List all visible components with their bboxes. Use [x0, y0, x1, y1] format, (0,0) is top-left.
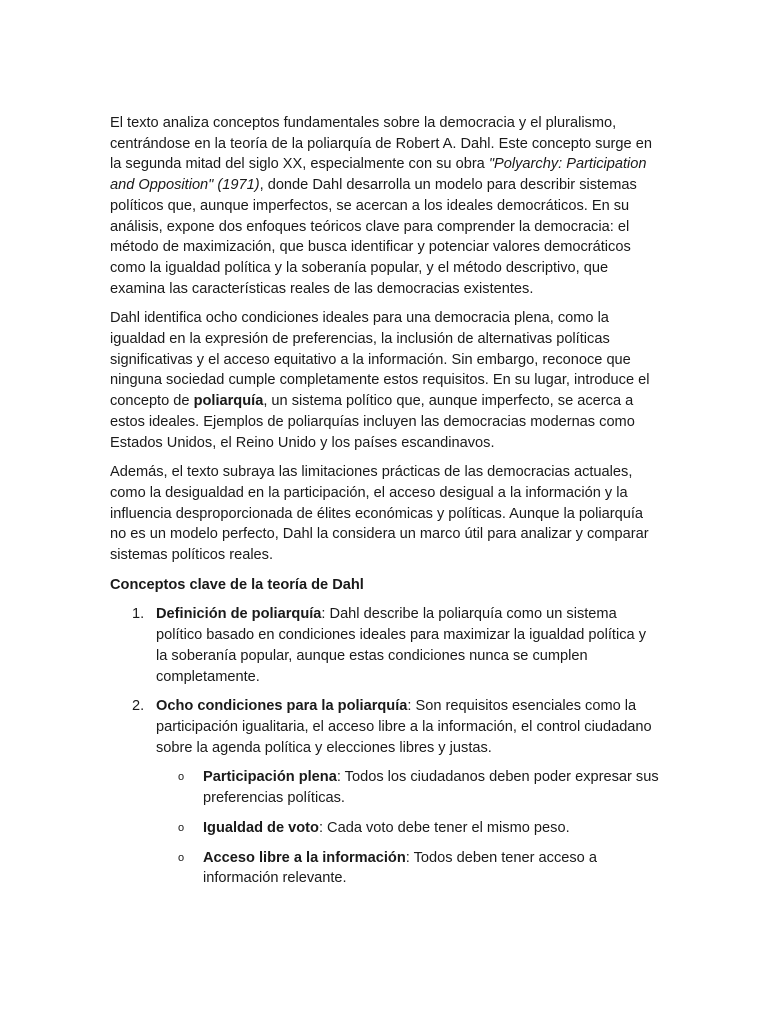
- list-item-text: : Son requisitos esenciales como la participación igualitaria, el acceso libre a la información, el control ciudadano sobre la agenda política y elecciones libres y justas.: [156, 698, 652, 756]
- sub-item-text: : Todos los ciudadanos deben poder expresar sus preferencias políticas.: [203, 769, 659, 807]
- paragraph-limitations: Además, el texto subraya las limitaciones prácticas de las democracias actuales, como la desigualdad en la participación, el acceso desigual a la información y la influencia desproporcionada de élites económicas y políticas. Aunque la poliarquía no es un modelo perfecto, Dahl la considera un marco útil para analizar y comparar sistemas políticos reales.: [110, 464, 649, 564]
- paragraph-conditions-text-b: , un sistema político que, aunque imperfecto, se acerca a estos ideales. Ejemplos de poliarquías incluyen las democracias modernas como Estados Unidos, el Reino Unido y los países escandinavos.: [110, 393, 635, 451]
- poliarquia-term: poliarquía: [193, 393, 264, 410]
- paragraph-conditions: [110, 308, 660, 453]
- list-item-text: : Dahl describe la poliarquía como un sistema político basado en condiciones ideales para maximizar la igualdad política y la soberanía popular, aunque estas condiciones nunca se cumplen completamente.: [156, 606, 646, 685]
- list-item: [110, 696, 660, 889]
- list-item: [110, 604, 660, 687]
- sub-item-text: : Cada voto debe tener el mismo peso.: [318, 819, 570, 836]
- paragraph-intro-text-b: , donde Dahl desarrolla un modelo para describir sistemas políticos que, aunque imperfectos, se acercan a los ideales democráticos. En su análisis, expone dos enfoques teóricos clave para comprender la democracia: el método de maximización, que busca identificar y potenciar valores democráticos como la igualdad política y la soberanía popular, y el método descriptivo, que examina las características reales de las democracias existentes.: [110, 177, 637, 297]
- list-number: 2.: [132, 698, 145, 715]
- paragraph-intro: [110, 113, 660, 299]
- paragraph-intro-text-a: El texto analiza conceptos fundamentales sobre la democracia y el pluralismo, centrándose en la teoría de la poliarquía de Robert A. Dahl. Este concepto surge en la segunda mitad del siglo XX, especialmente con su obra: [110, 115, 652, 173]
- list-item-term: Definición de poliarquía: [156, 606, 322, 623]
- sub-list-item: [156, 848, 660, 889]
- sub-item-term: Acceso libre a la información: [203, 849, 406, 866]
- list-number: 1.: [132, 606, 145, 623]
- circle-bullet-icon: o: [178, 851, 185, 864]
- sub-item-text: : Todos deben tener acceso a información relevante.: [203, 849, 597, 887]
- circle-bullet-icon: o: [178, 771, 185, 784]
- sub-item-term: Participación plena: [203, 769, 337, 786]
- sub-list-item: [156, 818, 660, 839]
- sub-list-item: [156, 767, 660, 808]
- sub-list: [156, 767, 660, 889]
- paragraph-conditions-text-a: Dahl identifica ocho condiciones ideales para una democracia plena, como la igualdad en la expresión de preferencias, la inclusión de alternativas políticas significativas y el acceso equitativo a la información. Sin embargo, reconoce que ninguna sociedad cumple completamente estos requisitos. En su lugar, introduce el concepto de: [110, 310, 650, 410]
- book-title: "Polyarchy: Participation and Opposition" (1971): [110, 156, 647, 194]
- circle-bullet-icon: o: [178, 821, 185, 834]
- section-heading: Conceptos clave de la teoría de Dahl: [110, 576, 364, 593]
- sub-item-term: Igualdad de voto: [203, 819, 319, 836]
- concept-list: [110, 604, 660, 888]
- list-item-term: Ocho condiciones para la poliarquía: [156, 698, 408, 715]
